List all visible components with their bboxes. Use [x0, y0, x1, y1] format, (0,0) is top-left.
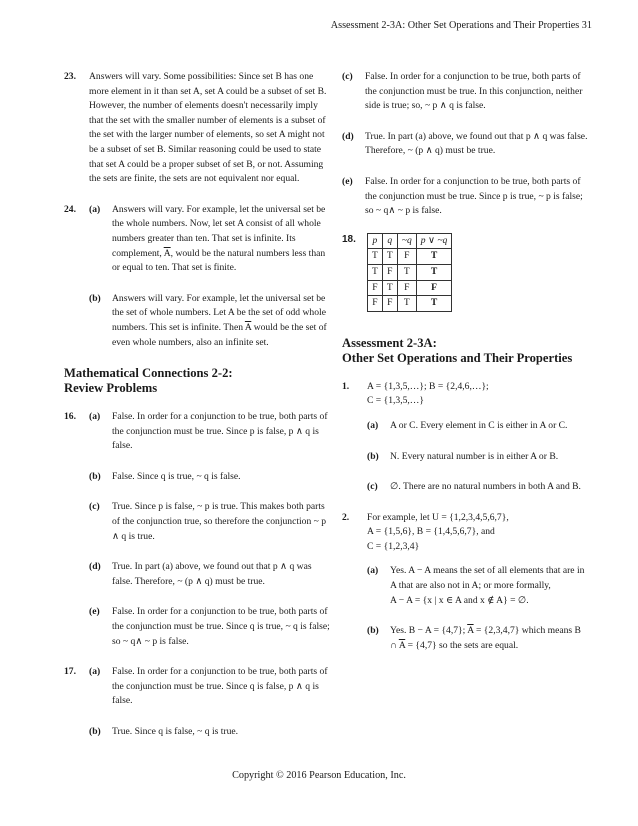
truth-table-row — [368, 264, 452, 280]
answer-number: 16. — [64, 411, 76, 423]
part-label: (a) — [89, 666, 101, 678]
part-label: (d) — [342, 130, 354, 142]
part-text: Yes. A − A means the set of all elements that are in A that are also not in A; or more formally, — [390, 565, 585, 592]
truth-table-cell: T — [397, 296, 416, 312]
part-text: ∅. There are no natural numbers in both A and B. — [390, 481, 581, 493]
set-definition: For example, let U = {1,2,3,4,5,6,7}, — [367, 511, 509, 523]
truth-table-row — [368, 249, 452, 265]
page-footer: Copyright © 2016 Pearson Education, Inc. — [232, 770, 406, 781]
truth-table-header: ~q — [397, 233, 416, 249]
section-title-mathematical-connections — [64, 366, 334, 396]
answer-24a — [89, 203, 334, 276]
complement-symbol: $\overline{A}$ — [398, 639, 406, 651]
set-formula: A − A = {x | x ∈ A and x ∉ A} = ∅. — [390, 594, 529, 606]
part-label: (c) — [342, 71, 353, 82]
part-label: (c) — [367, 481, 378, 493]
answer-24 — [64, 203, 334, 350]
part-text: False. In order for a conjunction to be true, both parts of the conjunction must be true. In this conjunction, neither side is true; so, ~ p ∧ q is false. — [365, 71, 583, 112]
answer-16c — [89, 500, 334, 544]
part-text: True. In part (a) above, we found out that p ∧ q was false. Therefore, ~ (p ∧ q) must be true. — [365, 130, 588, 157]
answer-text: Answers will vary. Some possibilities: Since set B has one more element in it than set A, set A could be a subset of set B. However, the number of elements doesn't necessarily imply that the set with the smaller number of elements is a subset of the set with the larger number of elements, so set A might not be a subset of set B. Similar reasoning could be used to state that set A could be a proper subset of set B, or not. Assuming the sets are finite, the sets are not equivalent nor equal. — [89, 71, 327, 185]
part-label: (b) — [89, 470, 101, 482]
part-label: (a) — [89, 203, 101, 215]
part-label: (d) — [89, 561, 101, 573]
part-text: , would be the natural numbers less than or equal to ten. That set is finite. — [112, 247, 326, 274]
part-text: Answers will vary. For example, let the universal set be the set of whole numbers. Let A be the set of odd whole numbers. This set is infinite. Then — [112, 292, 326, 333]
set-definition: C = {1,2,3,4} — [367, 540, 420, 552]
part-text: False. In order for a conjunction to be true, both parts of the conjunction must be true. Since p is false, p ∧ q is false. — [112, 411, 328, 452]
part-label: (b) — [367, 625, 379, 637]
part-label: (e) — [342, 175, 353, 187]
page-header: Assessment 2-3A: Other Set Operations and Their Properties 31 — [330, 20, 592, 31]
answer-16 — [64, 410, 334, 649]
truth-table-cell: T — [368, 264, 383, 280]
answer-2b — [367, 624, 588, 653]
part-text: True. In part (a) above, we found out that p ∧ q was false. Therefore, ~ (p ∧ q) must be true. — [112, 561, 312, 587]
section-title-line: Other Set Operations and Their Properties — [342, 350, 573, 365]
answer-16a — [89, 410, 334, 454]
answer-17a — [89, 665, 334, 709]
part-text: True. Since p is false, ~ p is true. This makes both parts of the conjunction true, so therefore the conjunction ~ p ∧ q is true. — [112, 501, 327, 542]
answer-17c — [342, 70, 588, 114]
truth-table-cell: F — [397, 280, 416, 296]
answer-number: 18. — [342, 233, 356, 245]
answer-1 — [342, 380, 588, 495]
answer-number: 17. — [64, 666, 76, 678]
truth-table-header-row — [368, 233, 452, 249]
truth-table-cell: T — [416, 249, 452, 265]
part-label: (a) — [367, 565, 379, 577]
part-text: False. Since q is true, ~ q is false. — [112, 470, 241, 482]
part-text: False. In order for a conjunction to be true, both parts of the conjunction must be true. Since q is false, p ∧ q is false. — [112, 666, 328, 707]
complement-symbol: $\overline{A}$ — [244, 321, 252, 333]
truth-table-header: q — [382, 233, 397, 249]
truth-table-cell: F — [416, 280, 452, 296]
part-text: N. Every natural number is in either A or B. — [390, 450, 559, 462]
answer-1c — [367, 480, 588, 495]
complement-symbol: $\overline{A}$ — [467, 625, 474, 637]
part-label: (b) — [89, 292, 101, 304]
section-title-line: Assessment 2-3A: — [342, 335, 437, 350]
right-column — [342, 70, 588, 669]
section-title-line: Mathematical Connections 2-2: — [64, 366, 233, 381]
part-text: would be the set of even whole numbers, also an infinite set. — [112, 321, 327, 348]
part-text: Yes. B − A = {4,7}; — [390, 625, 466, 637]
part-label: (a) — [367, 419, 379, 431]
truth-table-cell: T — [382, 249, 397, 265]
answer-18 — [342, 233, 588, 312]
answer-17 — [64, 665, 334, 739]
part-label: (c) — [89, 501, 100, 513]
answer-16b — [89, 470, 334, 485]
part-text: False. In order for a conjunction to be true, both parts of the conjunction must be true. Since q is true, ~ q is false; so ~ q∧ ~ p is false. — [112, 606, 330, 647]
answer-1a — [367, 419, 588, 434]
part-label: (e) — [89, 606, 100, 618]
truth-table-cell: T — [368, 249, 383, 265]
answer-2 — [342, 511, 588, 654]
truth-table-header: p — [368, 233, 383, 249]
truth-table-cell: F — [368, 280, 383, 296]
complement-symbol: $\overline{A}$ — [163, 247, 171, 259]
answer-number: 24. — [64, 203, 76, 215]
truth-table-cell: F — [382, 264, 397, 280]
part-text: Answers will vary. For example, let the universal set be the whole numbers. Now, let set A consist of all whole numbers greater than ten. That set is infinite. Its complement, — [112, 203, 326, 259]
section-title-line: Review Problems — [64, 381, 158, 396]
part-text: True. Since q is false, ~ q is true. — [112, 726, 239, 737]
part-label: (b) — [89, 726, 101, 737]
answer-2a — [367, 564, 588, 608]
truth-table — [367, 233, 452, 312]
truth-table-row — [368, 296, 452, 312]
answer-number: 23. — [64, 71, 76, 82]
set-definition: A = {1,3,5,…}; B = {2,4,6,…}; — [367, 380, 489, 392]
set-definition: A = {1,5,6}, B = {1,4,5,6,7}, and — [367, 526, 495, 538]
truth-table-cell: F — [382, 296, 397, 312]
answer-17d — [342, 130, 588, 159]
truth-table-cell: F — [397, 249, 416, 265]
part-label: (b) — [367, 450, 379, 462]
truth-table-row — [368, 280, 452, 296]
answer-16e — [89, 605, 334, 649]
part-text: False. In order for a conjunction to be true, both parts of the conjunction must be true. Since p is true, ~ p is false; so ~ q∧ ~ p is false. — [365, 175, 583, 217]
truth-table-cell: F — [368, 296, 383, 312]
section-title-assessment — [342, 336, 588, 366]
truth-table-cell: T — [416, 296, 452, 312]
set-definition: C = {1,3,5,…} — [367, 395, 424, 407]
part-text: A or C. Every element in C is either in A or C. — [390, 419, 568, 431]
part-text: = {2,3,4,7} which means B ∩ — [390, 625, 581, 651]
answer-17b — [89, 725, 334, 740]
answer-16d — [89, 560, 334, 589]
truth-table-cell: T — [382, 280, 397, 296]
answer-1b — [367, 450, 588, 465]
answer-17e — [342, 175, 588, 219]
part-label: (a) — [89, 411, 101, 423]
truth-table-cell: T — [397, 264, 416, 280]
answer-number: 2. — [342, 511, 350, 523]
answer-24b — [89, 292, 334, 350]
truth-table-header: p ∨ ~q — [416, 233, 452, 249]
part-text: = {4,7} so the sets are equal. — [407, 639, 519, 651]
truth-table-cell: T — [416, 264, 452, 280]
answer-number: 1. — [342, 380, 350, 392]
left-column — [64, 70, 334, 756]
answer-23 — [64, 70, 334, 187]
